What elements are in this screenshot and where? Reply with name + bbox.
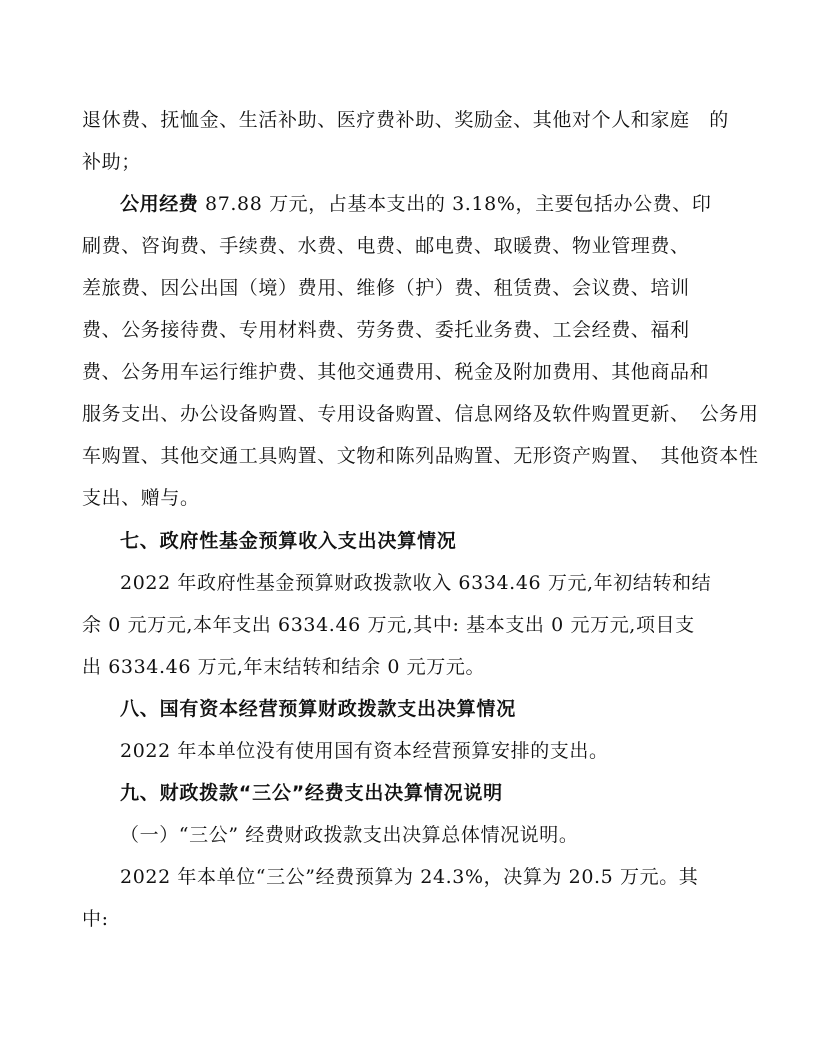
paragraph-line: 补助； [82,151,141,173]
paragraph-line: 2022 年政府性基金预算财政拨款收入 6334.46 万元,年初结转和结 [120,572,712,594]
paragraph-line: 车购置、其他交通工具购置、文物和陈列品购置、无形资产购置、 其他资本性 [82,445,759,467]
section-heading-9: 九、财政拨款“三公”经费支出决算情况说明 [120,782,503,804]
paragraph-line: 费、公务用车运行维护费、其他交通费用、税金及附加费用、其他商品和 [82,361,710,383]
paragraph-line: 服务支出、办公设备购置、专用设备购置、信息网络及软件购置更新、 公务用 [82,403,759,425]
paragraph-line: 2022 年本单位“三公”经费预算为 24.3%，决算为 20.5 万元。其 [120,866,699,888]
paragraph-line: 刷费、咨询费、手续费、水费、电费、邮电费、取暖费、物业管理费、 [82,235,690,257]
paragraph-line: 出 6334.46 万元,年末结转和结余 0 元万元。 [82,656,486,678]
paragraph-line: 2022 年本单位没有使用国有资本经营预算安排的支出。 [120,740,609,762]
public-expense-label: 公用经费 [120,193,199,215]
subsection-title: （一）“三公” 经费财政拨款支出决算总体情况说明。 [120,824,579,846]
section-heading-8: 八、国有资本经营预算财政拨款支出决算情况 [120,698,517,720]
paragraph-line: 中: [82,908,109,930]
section-heading-7: 七、政府性基金预算收入支出决算情况 [120,530,457,552]
paragraph-line: 支出、赠与。 [82,487,200,509]
paragraph-text: 87.88 万元，占基本支出的 3.18%，主要包括办公费、印 [198,193,712,215]
paragraph-line: 退休费、抚恤金、生活补助、医疗费补助、奖励金、其他对个人和家庭 的 [82,109,729,131]
paragraph-line: 差旅费、因公出国（境）费用、维修（护）费、租赁费、会议费、培训 [82,277,690,299]
paragraph-line [120,190,742,218]
paragraph-line: 余 0 元万元,本年支出 6334.46 万元,其中: 基本支出 0 元万元,项目支 [82,614,695,636]
paragraph-line: 费、公务接待费、专用材料费、劳务费、委托业务费、工会经费、福利 [82,319,690,341]
